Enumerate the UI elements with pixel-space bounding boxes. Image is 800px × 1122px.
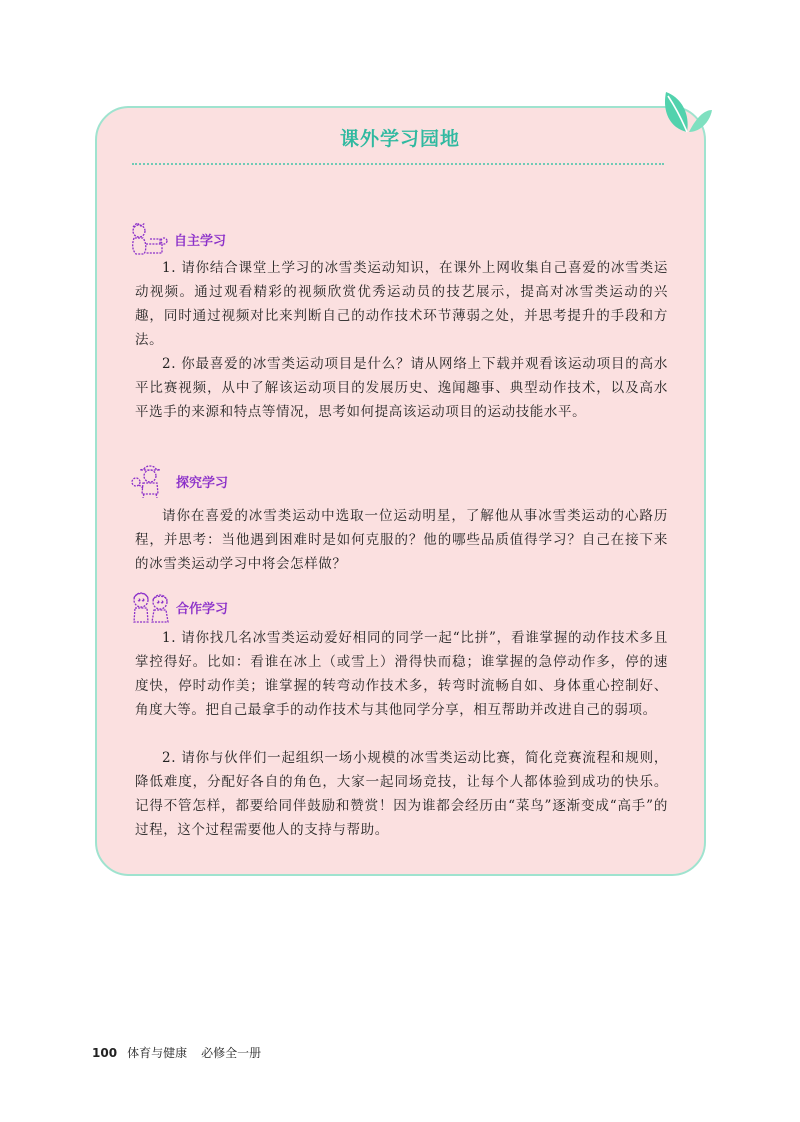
- paragraph: 2. 请你与伙伴们一起组织一场小规模的冰雪类运动比赛，简化竞赛流程和规则，降低难度，分配好各自的角色，大家一起同场竞技，让每个人都体验到成功的快乐。记得不管怎样，都要给同伴鼓励和赞赏！因为谁都会经历由“菜鸟”逐渐变成“高手”的过程，这个过程需要他人的支持与帮助。: [135, 750, 668, 838]
- page-number: 100: [92, 1046, 118, 1060]
- title-divider: [132, 163, 664, 165]
- page-footer: [92, 1044, 261, 1061]
- book-title: 体育与健康: [127, 1046, 188, 1060]
- paragraph: 1. 请你找几名冰雪类运动爱好相同的同学一起“比拼”，看谁掌握的动作技术多且掌控得好。比如：看谁在冰上（或雪上）滑得快而稳；谁掌握的急停动作多，停的速度快，停时动作美；谁掌握的转弯动作技术多，转弯时流畅自如、身体重心控制好、角度大等。把自己最拿手的动作技术与其他同学分享，相互帮助并改进自己的弱项。: [135, 630, 668, 718]
- student-at-desk-icon: [128, 222, 170, 256]
- paragraph: 2. 你最喜爱的冰雪类运动项目是什么？请从网络上下载并观看该运动项目的高水平比赛视频，从中了解该运动项目的发展历史、逸闻趣事、典型动作技术，以及高水平选手的来源和特点等情况，思考如何提高该运动项目的运动技能水平。: [135, 356, 668, 420]
- child-with-magnifier-icon: [130, 464, 172, 498]
- section-heading-label: 合作学习: [176, 602, 229, 617]
- section-heading-label: 探究学习: [176, 476, 229, 491]
- paragraph: 请你在喜爱的冰雪类运动中选取一位运动明星，了解他从事冰雪类运动的心路历程，并思考：当他遇到困难时是如何克服的？他的哪些品质值得学习？自己在接下来的冰雪类运动学习中将会怎样做？: [135, 508, 668, 572]
- book-volume: 必修全一册: [201, 1046, 262, 1060]
- paragraph: 1. 请你结合课堂上学习的冰雪类运动知识，在课外上网收集自己喜爱的冰雪类运动视频。通过观看精彩的视频欣赏优秀运动员的技艺展示，提高对冰雪类运动的兴趣，同时通过视频对比来判断自己的动作技术环节薄弱之处，并思考提升的手段和方法。: [135, 260, 668, 348]
- section-heading-label: 自主学习: [174, 234, 227, 249]
- panel-title: 课外学习园地: [339, 128, 460, 150]
- two-children-icon: [130, 590, 172, 624]
